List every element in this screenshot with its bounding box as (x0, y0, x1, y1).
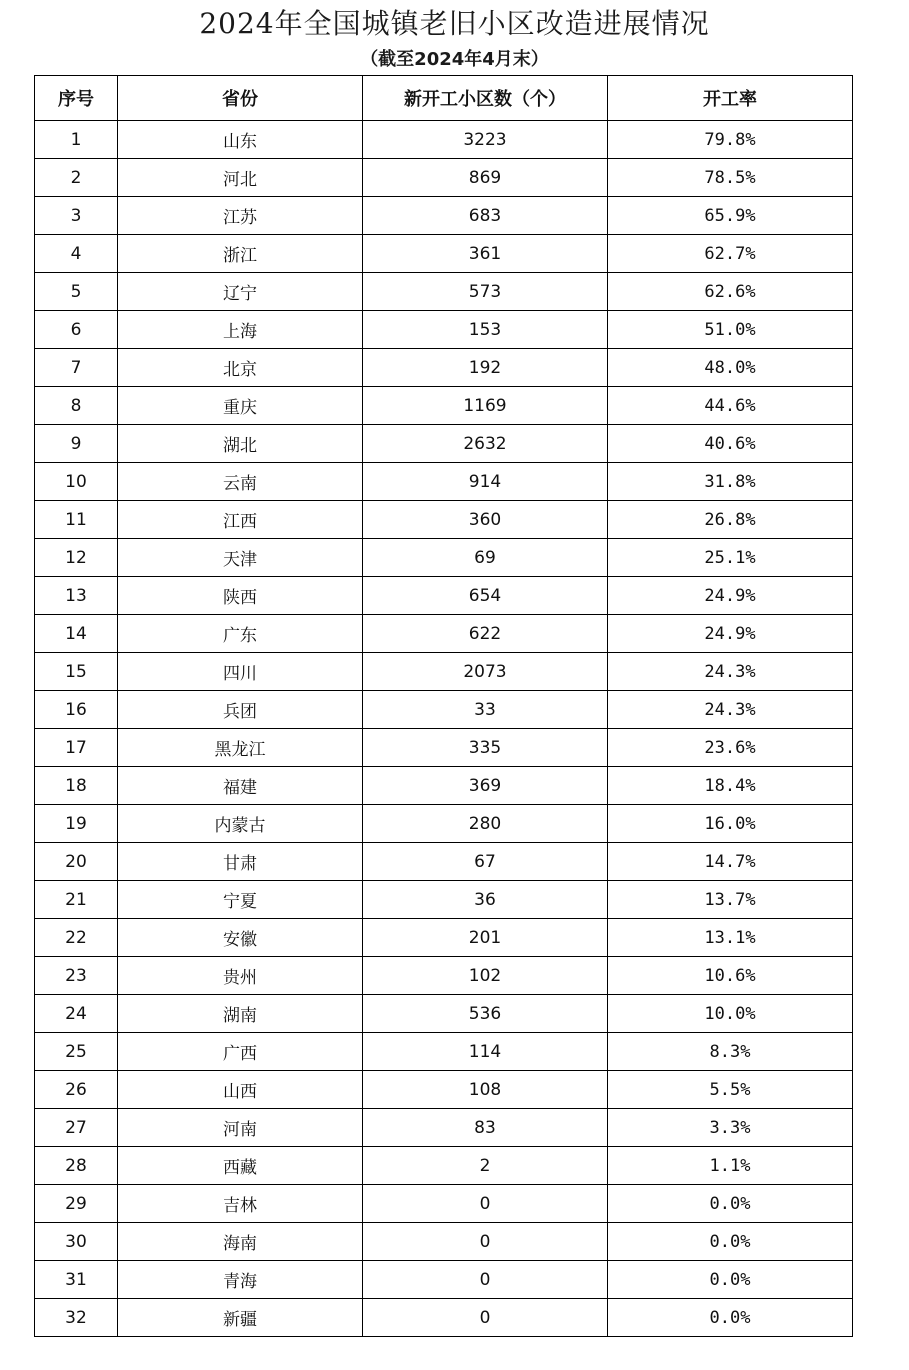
cell-start-rate: 0.0% (608, 1299, 853, 1337)
cell-index: 8 (35, 387, 118, 425)
cell-index: 23 (35, 957, 118, 995)
table-row (35, 919, 853, 957)
cell-start-rate: 0.0% (608, 1223, 853, 1261)
cell-start-rate: 65.9% (608, 197, 853, 235)
table-row (35, 159, 853, 197)
cell-new-starts: 536 (363, 995, 608, 1033)
cell-province: 湖南 (118, 995, 363, 1033)
cell-province: 四川 (118, 653, 363, 691)
cell-index: 28 (35, 1147, 118, 1185)
table-header-row (35, 76, 853, 121)
cell-start-rate: 16.0% (608, 805, 853, 843)
cell-index: 4 (35, 235, 118, 273)
cell-start-rate: 10.6% (608, 957, 853, 995)
table-row (35, 501, 853, 539)
cell-province: 辽宁 (118, 273, 363, 311)
cell-start-rate: 40.6% (608, 425, 853, 463)
cell-start-rate: 62.7% (608, 235, 853, 273)
cell-province: 西藏 (118, 1147, 363, 1185)
cell-new-starts: 0 (363, 1299, 608, 1337)
cell-start-rate: 0.0% (608, 1185, 853, 1223)
table-row (35, 539, 853, 577)
cell-index: 29 (35, 1185, 118, 1223)
cell-start-rate: 0.0% (608, 1261, 853, 1299)
page-subtitle: （截至2024年4月末） (360, 49, 549, 70)
cell-index: 10 (35, 463, 118, 501)
cell-index: 6 (35, 311, 118, 349)
cell-new-starts: 67 (363, 843, 608, 881)
table-row (35, 767, 853, 805)
cell-start-rate: 5.5% (608, 1071, 853, 1109)
table-row (35, 1071, 853, 1109)
cell-province: 天津 (118, 539, 363, 577)
cell-province: 新疆 (118, 1299, 363, 1337)
cell-new-starts: 83 (363, 1109, 608, 1147)
cell-province: 山东 (118, 121, 363, 159)
cell-province: 广西 (118, 1033, 363, 1071)
table-row (35, 1185, 853, 1223)
cell-province: 重庆 (118, 387, 363, 425)
table-row (35, 273, 853, 311)
table-row (35, 121, 853, 159)
cell-start-rate: 51.0% (608, 311, 853, 349)
cell-province: 陕西 (118, 577, 363, 615)
cell-start-rate: 79.8% (608, 121, 853, 159)
cell-new-starts: 36 (363, 881, 608, 919)
table-row (35, 653, 853, 691)
cell-start-rate: 1.1% (608, 1147, 853, 1185)
cell-start-rate: 10.0% (608, 995, 853, 1033)
cell-new-starts: 360 (363, 501, 608, 539)
cell-start-rate: 62.6% (608, 273, 853, 311)
cell-new-starts: 102 (363, 957, 608, 995)
cell-start-rate: 18.4% (608, 767, 853, 805)
cell-province: 上海 (118, 311, 363, 349)
table-row (35, 235, 853, 273)
table-row (35, 387, 853, 425)
table-row (35, 1299, 853, 1337)
table-row (35, 1261, 853, 1299)
cell-province: 甘肃 (118, 843, 363, 881)
table-row (35, 729, 853, 767)
cell-start-rate: 13.7% (608, 881, 853, 919)
cell-start-rate: 24.9% (608, 577, 853, 615)
table-row (35, 311, 853, 349)
cell-new-starts: 335 (363, 729, 608, 767)
cell-province: 云南 (118, 463, 363, 501)
cell-new-starts: 201 (363, 919, 608, 957)
cell-new-starts: 33 (363, 691, 608, 729)
cell-new-starts: 361 (363, 235, 608, 273)
table-row (35, 1223, 853, 1261)
cell-new-starts: 573 (363, 273, 608, 311)
cell-start-rate: 24.9% (608, 615, 853, 653)
cell-index: 14 (35, 615, 118, 653)
cell-index: 3 (35, 197, 118, 235)
cell-index: 16 (35, 691, 118, 729)
cell-new-starts: 914 (363, 463, 608, 501)
cell-start-rate: 78.5% (608, 159, 853, 197)
cell-new-starts: 0 (363, 1223, 608, 1261)
table-row (35, 615, 853, 653)
table-row (35, 1109, 853, 1147)
cell-start-rate: 25.1% (608, 539, 853, 577)
cell-start-rate: 48.0% (608, 349, 853, 387)
table-row (35, 1033, 853, 1071)
cell-new-starts: 0 (363, 1185, 608, 1223)
table-row (35, 881, 853, 919)
cell-index: 31 (35, 1261, 118, 1299)
cell-start-rate: 13.1% (608, 919, 853, 957)
table-row (35, 463, 853, 501)
cell-start-rate: 8.3% (608, 1033, 853, 1071)
cell-index: 7 (35, 349, 118, 387)
cell-index: 19 (35, 805, 118, 843)
cell-index: 30 (35, 1223, 118, 1261)
table-row (35, 425, 853, 463)
cell-new-starts: 1169 (363, 387, 608, 425)
cell-index: 12 (35, 539, 118, 577)
cell-province: 河北 (118, 159, 363, 197)
cell-start-rate: 3.3% (608, 1109, 853, 1147)
cell-province: 山西 (118, 1071, 363, 1109)
table-row (35, 957, 853, 995)
cell-province: 江西 (118, 501, 363, 539)
renovation-progress-table (34, 75, 853, 1337)
table-row (35, 843, 853, 881)
cell-province: 浙江 (118, 235, 363, 273)
cell-start-rate: 44.6% (608, 387, 853, 425)
cell-province: 广东 (118, 615, 363, 653)
cell-index: 25 (35, 1033, 118, 1071)
cell-new-starts: 369 (363, 767, 608, 805)
cell-index: 15 (35, 653, 118, 691)
cell-index: 21 (35, 881, 118, 919)
cell-province: 北京 (118, 349, 363, 387)
cell-index: 24 (35, 995, 118, 1033)
cell-start-rate: 24.3% (608, 653, 853, 691)
cell-index: 26 (35, 1071, 118, 1109)
cell-new-starts: 622 (363, 615, 608, 653)
table-row (35, 349, 853, 387)
cell-start-rate: 14.7% (608, 843, 853, 881)
cell-new-starts: 869 (363, 159, 608, 197)
cell-index: 2 (35, 159, 118, 197)
cell-index: 13 (35, 577, 118, 615)
cell-province: 海南 (118, 1223, 363, 1261)
cell-new-starts: 114 (363, 1033, 608, 1071)
cell-new-starts: 3223 (363, 121, 608, 159)
header-start-rate: 开工率 (608, 76, 853, 121)
cell-province: 福建 (118, 767, 363, 805)
cell-start-rate: 26.8% (608, 501, 853, 539)
cell-province: 内蒙古 (118, 805, 363, 843)
cell-province: 黑龙江 (118, 729, 363, 767)
cell-index: 32 (35, 1299, 118, 1337)
cell-province: 江苏 (118, 197, 363, 235)
cell-province: 宁夏 (118, 881, 363, 919)
table-row (35, 197, 853, 235)
cell-index: 17 (35, 729, 118, 767)
cell-new-starts: 69 (363, 539, 608, 577)
cell-new-starts: 683 (363, 197, 608, 235)
table-body (35, 121, 853, 1337)
table-row (35, 1147, 853, 1185)
cell-province: 贵州 (118, 957, 363, 995)
cell-new-starts: 2632 (363, 425, 608, 463)
cell-province: 兵团 (118, 691, 363, 729)
cell-province: 吉林 (118, 1185, 363, 1223)
cell-start-rate: 31.8% (608, 463, 853, 501)
header-province: 省份 (118, 76, 363, 121)
cell-province: 河南 (118, 1109, 363, 1147)
cell-new-starts: 2 (363, 1147, 608, 1185)
cell-new-starts: 280 (363, 805, 608, 843)
cell-start-rate: 23.6% (608, 729, 853, 767)
cell-index: 18 (35, 767, 118, 805)
cell-index: 22 (35, 919, 118, 957)
cell-new-starts: 153 (363, 311, 608, 349)
table-row (35, 995, 853, 1033)
cell-index: 5 (35, 273, 118, 311)
header-new-starts: 新开工小区数（个） (363, 76, 608, 121)
cell-province: 青海 (118, 1261, 363, 1299)
cell-new-starts: 108 (363, 1071, 608, 1109)
table-row (35, 577, 853, 615)
cell-index: 27 (35, 1109, 118, 1147)
cell-index: 20 (35, 843, 118, 881)
header-index: 序号 (35, 76, 118, 121)
cell-new-starts: 2073 (363, 653, 608, 691)
cell-province: 湖北 (118, 425, 363, 463)
cell-index: 1 (35, 121, 118, 159)
table-row (35, 691, 853, 729)
cell-index: 11 (35, 501, 118, 539)
page-title: 2024年全国城镇老旧小区改造进展情况 (199, 7, 710, 40)
cell-new-starts: 654 (363, 577, 608, 615)
cell-new-starts: 0 (363, 1261, 608, 1299)
cell-new-starts: 192 (363, 349, 608, 387)
cell-index: 9 (35, 425, 118, 463)
cell-province: 安徽 (118, 919, 363, 957)
table-row (35, 805, 853, 843)
cell-start-rate: 24.3% (608, 691, 853, 729)
